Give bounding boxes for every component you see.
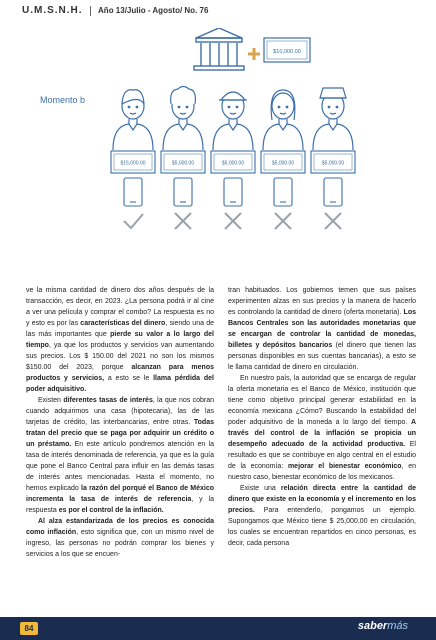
bill-icon: [111, 151, 155, 173]
phone-icon: [124, 178, 142, 206]
paragraph: [228, 373, 416, 483]
text-run: Para entenderlo, pongamos un ejemplo. Supongamos que México tiene $ 25,000.00 en circulación, los cuales se encuentran repartidos en cinco personas, es decir, cada persona: [228, 507, 416, 547]
text-run: características del dinero: [80, 320, 166, 327]
text-run: , siendo una de las más importantes que: [26, 320, 214, 338]
footer-brand: [358, 620, 408, 632]
bill-icon: [264, 38, 310, 62]
text-run: En nuestro país, la autoridad que se encarga de regular la oferta monetaria es el Banco de México, institución que tiene como objetivo principal generar estabilidad en la economía mexicana ¿Cómo? Buscando la estabilidad del poder adquisitivo de la moneda a lo largo del tiempo.: [228, 375, 416, 426]
text-run: En este artículo pondremos atención en la tasa de interés denominada de referencia, ya que es la guía que pone el Banco Central para influir en las demás tasas de interés antes mencionadas. Hasta el momento, no hemos explicado: [26, 441, 214, 492]
momento-label: Momento b: [40, 95, 86, 105]
text-run: Existen: [38, 397, 64, 404]
header-separator: [90, 6, 91, 16]
bills-row: [111, 151, 355, 206]
running-header: [22, 5, 208, 16]
text-run: la razón del porqué el Banco de México incrementa la tasa de interés de referencia: [26, 485, 214, 503]
phone-icon: [224, 178, 242, 206]
text-run: Los Bancos Centrales son las autoridades monetarias que se encargan de controlar la cantidad de monedas, billetes y depósitos bancarios: [228, 309, 416, 349]
left-column: [26, 285, 214, 560]
paragraph: [228, 285, 416, 373]
phone-icon: [274, 178, 292, 206]
person-icon: [113, 90, 153, 150]
text-run: El resultado es que se contribuye en algo central en el estudio de la economía:: [228, 441, 416, 470]
cross-icon: [175, 213, 191, 229]
text-run: A través del control de la inflación se propicia un desempeño adecuado de la actividad productiva.: [228, 419, 416, 448]
bank-icon: [194, 28, 244, 70]
bill-amount: $5,000.00: [321, 160, 345, 167]
bill-icon: [261, 151, 305, 173]
cross-icon: [275, 213, 291, 229]
text-run: tran habituados. Los gobiernos temen que sus países experimenten alzas en sus precios y la manera de hacerlo es controlando la cantidad de dinero (oferta monetaria).: [228, 287, 416, 316]
paragraph: [26, 285, 214, 395]
check-icon: [124, 214, 143, 228]
cross-icon: [325, 213, 341, 229]
text-run: (el dinero que tienen las personas disponibles en sus cuentas bancarias), a esto se le llama cantidad de dinero en circulación.: [228, 342, 416, 371]
text-run: ve la misma cantidad de dinero dos años después de la transacción, es decir, en 2023. ¿La persona podrá ir al cine a ver una película y comprar el combo? La respuesta es no y esto es por las: [26, 287, 214, 327]
text-run: alcanzan para menos productos y servicios,: [26, 364, 214, 382]
text-run: , en nuestro caso, bienestar económico de los mexicanos.: [228, 463, 416, 481]
journal-brand: U.M.S.N.H.: [22, 5, 83, 16]
persons-row: [113, 87, 353, 151]
text-run: a esto se le: [104, 375, 154, 382]
bill-amount: $5,000.00: [221, 160, 245, 167]
bill-amount: $15,000.00: [120, 160, 146, 167]
text-run: es por el control de la inflación.: [58, 507, 164, 514]
text-run: Al alza estandarizada de los precios es conocida como inflación: [26, 518, 214, 536]
text-run: , ya que los productos y servicios van aumentando sus precios. Los $ 150.00 del 2021 no son los mismos $150.00 del 2023, porque: [26, 342, 214, 371]
text-run: mejorar el bienestar económico: [287, 463, 402, 470]
top-bill-amount: $10,000.00: [273, 49, 301, 55]
text-run: , la que nos cobran cuando adquirimos una casa (hipotecaria), las de las tarjetas de crédito, las interbancarias, entre otras.: [26, 397, 214, 426]
text-run: Existe una: [240, 485, 281, 492]
bill-amount: $5,000.00: [271, 160, 295, 167]
paragraph: [228, 483, 416, 549]
inflation-illustration: [0, 28, 436, 268]
person-icon: [263, 90, 303, 150]
bill-amount: $5,000.00: [171, 160, 195, 167]
issue-info: Año 13/Julio - Agosto/ No. 76: [98, 6, 209, 15]
text-run: , y la respuesta: [26, 496, 214, 514]
paragraph: [26, 395, 214, 516]
phone-icon: [324, 178, 342, 206]
person-icon: [213, 92, 253, 150]
person-icon: [163, 87, 203, 151]
bill-icon: [161, 151, 205, 173]
text-run: Todas tratan del precio que se paga por adquirir un crédito o un préstamo.: [26, 419, 214, 448]
right-column: [228, 285, 416, 549]
footer-brand-name: saber: [357, 620, 388, 632]
plus-icon: [248, 48, 260, 60]
footer-brand-suffix: más: [387, 620, 408, 632]
paragraph: [26, 516, 214, 560]
text-run: relación directa entre la cantidad de dinero que existe en la economía y el incremento en los precios.: [228, 485, 416, 514]
text-run: , esto significa que, con un mismo nivel de ingreso, las personas no podrán comprar los bienes y servicios a los que se encuen-: [26, 529, 214, 558]
text-run: llama pérdida del poder adquisitivo.: [26, 375, 214, 393]
marks-row: [124, 213, 341, 229]
bill-icon: [211, 151, 255, 173]
text-run: pierde su valor a lo largo del tiempo: [26, 331, 214, 349]
bill-icon: [311, 151, 355, 173]
phone-icon: [174, 178, 192, 206]
text-run: diferentes tasas de interés: [63, 397, 153, 404]
person-icon: [313, 88, 353, 150]
page-number: 84: [20, 622, 38, 635]
cross-icon: [225, 213, 241, 229]
